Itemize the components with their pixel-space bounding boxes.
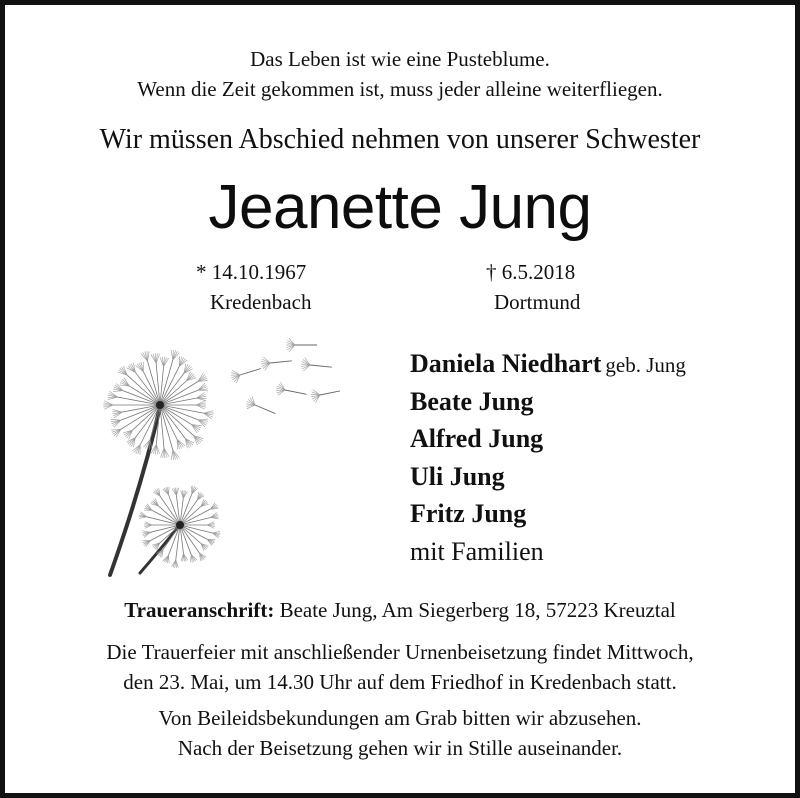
mourner-row bbox=[410, 458, 686, 496]
mourner-row bbox=[410, 345, 686, 383]
opening-quote bbox=[0, 44, 800, 104]
mourner-name: Fritz Jung bbox=[410, 499, 527, 528]
death-date: † 6.5.2018 bbox=[486, 260, 576, 284]
mourner-name: Daniela Niedhart bbox=[410, 349, 602, 378]
birth-info bbox=[196, 257, 336, 317]
address-label: Traueranschrift: bbox=[124, 598, 275, 622]
mourner-name: Uli Jung bbox=[410, 461, 505, 491]
death-info bbox=[486, 257, 606, 317]
quote-line-2: Wenn die Zeit gekommen ist, muss jeder alleine weiterfliegen. bbox=[137, 77, 663, 101]
mourners-list bbox=[410, 345, 686, 570]
dandelion-illustration bbox=[80, 335, 340, 580]
closing-line-1: Von Beileidsbekundungen am Grab bitten wir abzusehen. bbox=[158, 706, 642, 730]
mourner-row bbox=[410, 420, 686, 458]
mourning-address bbox=[0, 598, 800, 623]
birth-place: Kredenbach bbox=[210, 290, 312, 314]
mourner-name: Beate Jung bbox=[410, 386, 534, 416]
closing-note bbox=[0, 703, 800, 763]
mourner-suffix: geb. Jung bbox=[605, 353, 686, 377]
address-text: Beate Jung, Am Siegerberg 18, 57223 Kreuztal bbox=[279, 598, 676, 622]
family-note: mit Familien bbox=[410, 536, 544, 566]
deceased-name: Jeanette Jung bbox=[208, 173, 592, 242]
mourner-name: Alfred Jung bbox=[410, 424, 544, 453]
death-place: Dortmund bbox=[494, 290, 581, 314]
intro-line: Wir müssen Abschied nehmen von unserer Schwester bbox=[99, 124, 701, 155]
ceremony-line-1: Die Trauerfeier mit anschließender Urnenbeisetzung findet Mittwoch, bbox=[106, 640, 694, 664]
quote-line-1: Das Leben ist wie eine Pusteblume. bbox=[250, 47, 550, 71]
closing-line-2: Nach der Beisetzung gehen wir in Stille auseinander. bbox=[177, 736, 623, 760]
birth-date: * 14.10.1967 bbox=[196, 260, 307, 284]
ceremony-line-2: den 23. Mai, um 14.30 Uhr auf dem Friedhof in Kredenbach statt. bbox=[123, 670, 677, 694]
mourner-row bbox=[410, 495, 686, 533]
mourner-row bbox=[410, 383, 686, 421]
ceremony-info bbox=[0, 637, 800, 697]
